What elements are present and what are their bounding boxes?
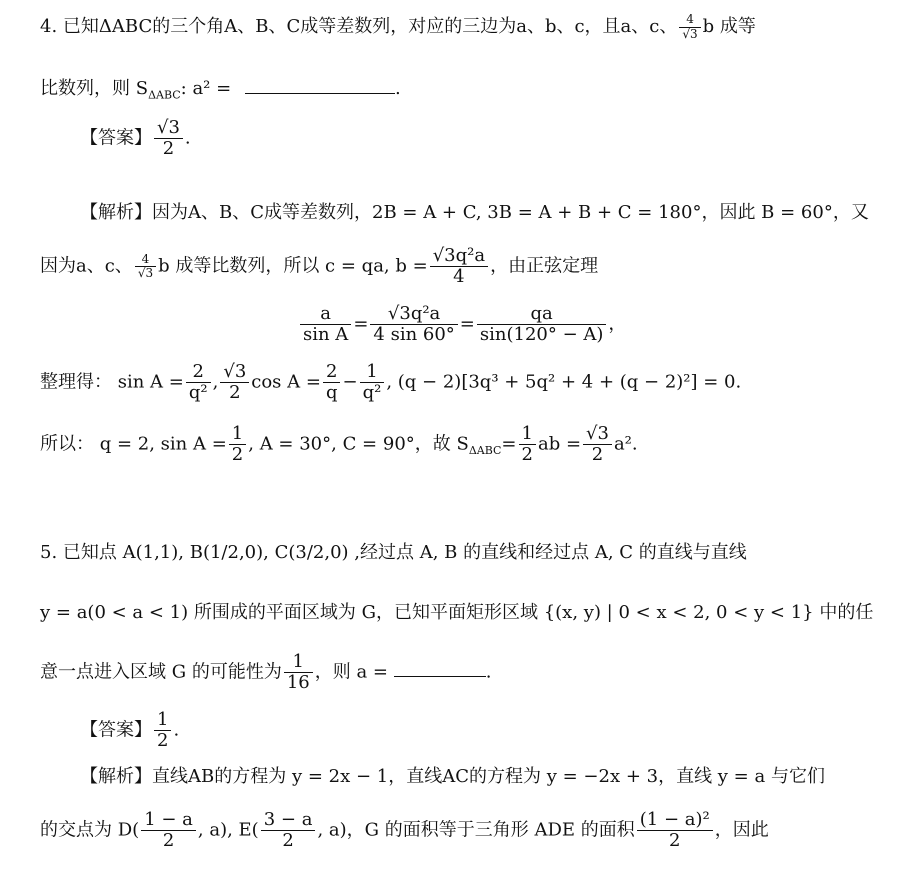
q5-statement-text: ，则 a =	[314, 661, 388, 683]
answer-label: 【答案】	[80, 719, 152, 741]
fraction	[229, 424, 246, 465]
q5-statement-text: 意一点进入区域 G 的可能性为	[40, 661, 282, 683]
frac-num: 4	[135, 253, 156, 267]
fraction	[370, 304, 457, 345]
period: .	[184, 127, 191, 149]
fraction	[135, 253, 156, 280]
frac-num: √3	[154, 118, 183, 139]
equals: =	[353, 313, 369, 335]
frac-den: 2	[162, 137, 175, 159]
frac-den: 2	[669, 829, 681, 851]
analysis-label: 【解析】	[80, 202, 152, 223]
analysis-text: , a), E(	[197, 819, 259, 841]
analysis-text: 因为a、c、	[40, 255, 133, 277]
expr: −	[342, 371, 358, 393]
analysis-text: ，因此	[714, 819, 769, 841]
fraction-1-over-16	[284, 652, 313, 693]
analysis-label: 【解析】	[80, 766, 152, 787]
frac-den: 2	[591, 443, 604, 465]
frac-den: 2	[162, 829, 175, 851]
q5-answer-blank	[394, 675, 486, 677]
period: .	[485, 661, 492, 683]
q4-analysis-line1	[80, 198, 869, 224]
q5-answer	[80, 710, 179, 751]
expr: sin A =	[117, 371, 184, 393]
frac-den: 4 sin 60°	[373, 323, 455, 345]
q4-statement-text: 4. 已知ΔABC的三个角A、B、C成等差数列，对应的三边为a、b、c，且a、c、	[40, 16, 678, 37]
frac-num: (1 − a)²	[637, 810, 713, 831]
frac-den: q²	[188, 381, 208, 403]
q4-sine-rule-equation	[298, 304, 626, 345]
q5-line3	[40, 652, 491, 693]
frac-den: sin A	[303, 323, 349, 345]
analysis-text: b 成等比数列，所以 c = qa, b =	[158, 255, 428, 277]
q4-line1	[40, 12, 756, 41]
comma: ，	[608, 313, 627, 335]
frac-den: 4	[453, 265, 465, 287]
q5-statement-text: y = a(0 < a < 1) 所围成的平面区域为 G，已知平面矩形区域 {(x, y) | 0 < x < 2, 0 < y < 1} 中的任	[40, 602, 874, 623]
frac-num: 4	[679, 13, 700, 27]
frac-num: 1	[284, 652, 313, 673]
fraction	[300, 304, 351, 345]
q5-analysis-line2	[40, 810, 769, 851]
expr: ab =	[537, 433, 582, 455]
expr: , (q − 2)[3q³ + 5q² + 4 + (q − 2)²] = 0.	[386, 371, 742, 393]
frac-num: 1	[229, 424, 246, 445]
frac-den: 2	[157, 729, 169, 751]
frac-den: sin(120° − A)	[479, 323, 604, 345]
q4-question-text: 比数列，则 S	[40, 78, 149, 99]
q4-line2	[40, 74, 401, 102]
period: .	[173, 719, 180, 741]
analysis-text: , a)，G 的面积等于三角形 ADE 的面积	[317, 819, 635, 841]
expr: a².	[613, 433, 638, 455]
frac-den: 2	[282, 829, 294, 851]
expr: ,	[212, 371, 219, 393]
simplify-label: 整理得：	[40, 371, 112, 393]
frac-den: 16	[286, 671, 310, 693]
analysis-text: 直线AB的方程为 y = 2x − 1，直线AC的方程为 y = −2x + 3，直线 y = a 与它们	[152, 766, 825, 787]
frac-den: 2	[231, 443, 244, 465]
fraction	[583, 424, 612, 465]
q4-answer-fraction	[154, 118, 183, 159]
q4-ratio-text: : a² =	[180, 78, 232, 99]
fraction	[261, 810, 316, 851]
frac-num: 1	[360, 362, 385, 383]
q4-simplify-line	[40, 362, 741, 403]
fraction	[519, 424, 536, 465]
q5-answer-fraction	[154, 710, 171, 751]
frac-num: qa	[477, 304, 607, 325]
frac-num: a	[300, 304, 351, 325]
fraction	[360, 362, 385, 403]
q4-conclusion-line	[40, 424, 638, 465]
q4-answer	[80, 118, 191, 159]
frac-den: q²	[362, 381, 382, 403]
expr: , A = 30°, C = 90°，故 S	[248, 433, 469, 455]
fraction	[141, 810, 196, 851]
frac-num: 1	[519, 424, 536, 445]
fraction	[637, 810, 713, 851]
q5-line2	[40, 598, 873, 624]
q4-fraction-4-over-sqrt3	[679, 13, 700, 40]
q4-subscript: ΔABC	[148, 88, 181, 102]
analysis-text: 因为A、B、C成等差数列，2B = A + C, 3B = A + B + C = 180°，因此 B = 60°，又	[152, 202, 869, 223]
frac-den: √3	[137, 265, 154, 280]
frac-den: √3	[682, 26, 698, 41]
frac-num: √3	[583, 424, 612, 445]
q4-period: .	[394, 78, 401, 99]
analysis-text: 的交点为 D(	[40, 819, 140, 841]
q4-analysis-line2	[40, 246, 598, 287]
frac-num: √3q²a	[430, 246, 488, 267]
frac-num: √3q²a	[370, 304, 457, 325]
frac-den: q	[325, 381, 338, 403]
conclusion-label: 所以：	[40, 433, 94, 455]
frac-den: 2	[521, 443, 533, 465]
equals: =	[459, 313, 475, 335]
fraction	[186, 362, 211, 403]
frac-num: 2	[323, 362, 341, 383]
fraction	[323, 362, 341, 403]
subscript: ΔABC	[468, 443, 502, 457]
frac-num: √3	[220, 362, 249, 383]
answer-label: 【答案】	[80, 127, 152, 149]
q4-answer-blank	[245, 92, 395, 94]
q5-analysis-line1	[80, 762, 825, 788]
expr: q = 2, sin A =	[99, 433, 227, 455]
frac-num: 1	[154, 710, 171, 731]
frac-num: 3 − a	[261, 810, 316, 831]
fraction-b	[430, 246, 488, 287]
fraction	[477, 304, 607, 345]
q5-line1	[40, 538, 747, 564]
frac-den: 2	[229, 381, 241, 403]
frac-num: 1 − a	[141, 810, 196, 831]
expr: =	[501, 433, 517, 455]
expr: cos A =	[251, 371, 321, 393]
frac-num: 2	[186, 362, 211, 383]
q4-statement-tail: b 成等	[702, 16, 756, 37]
analysis-text: ，由正弦定理	[490, 255, 599, 277]
fraction	[220, 362, 249, 403]
q5-statement-text: 5. 已知点 A(1,1), B(1/2,0), C(3/2,0) ,经过点 A, B 的直线和经过点 A, C 的直线与直线	[40, 542, 747, 563]
